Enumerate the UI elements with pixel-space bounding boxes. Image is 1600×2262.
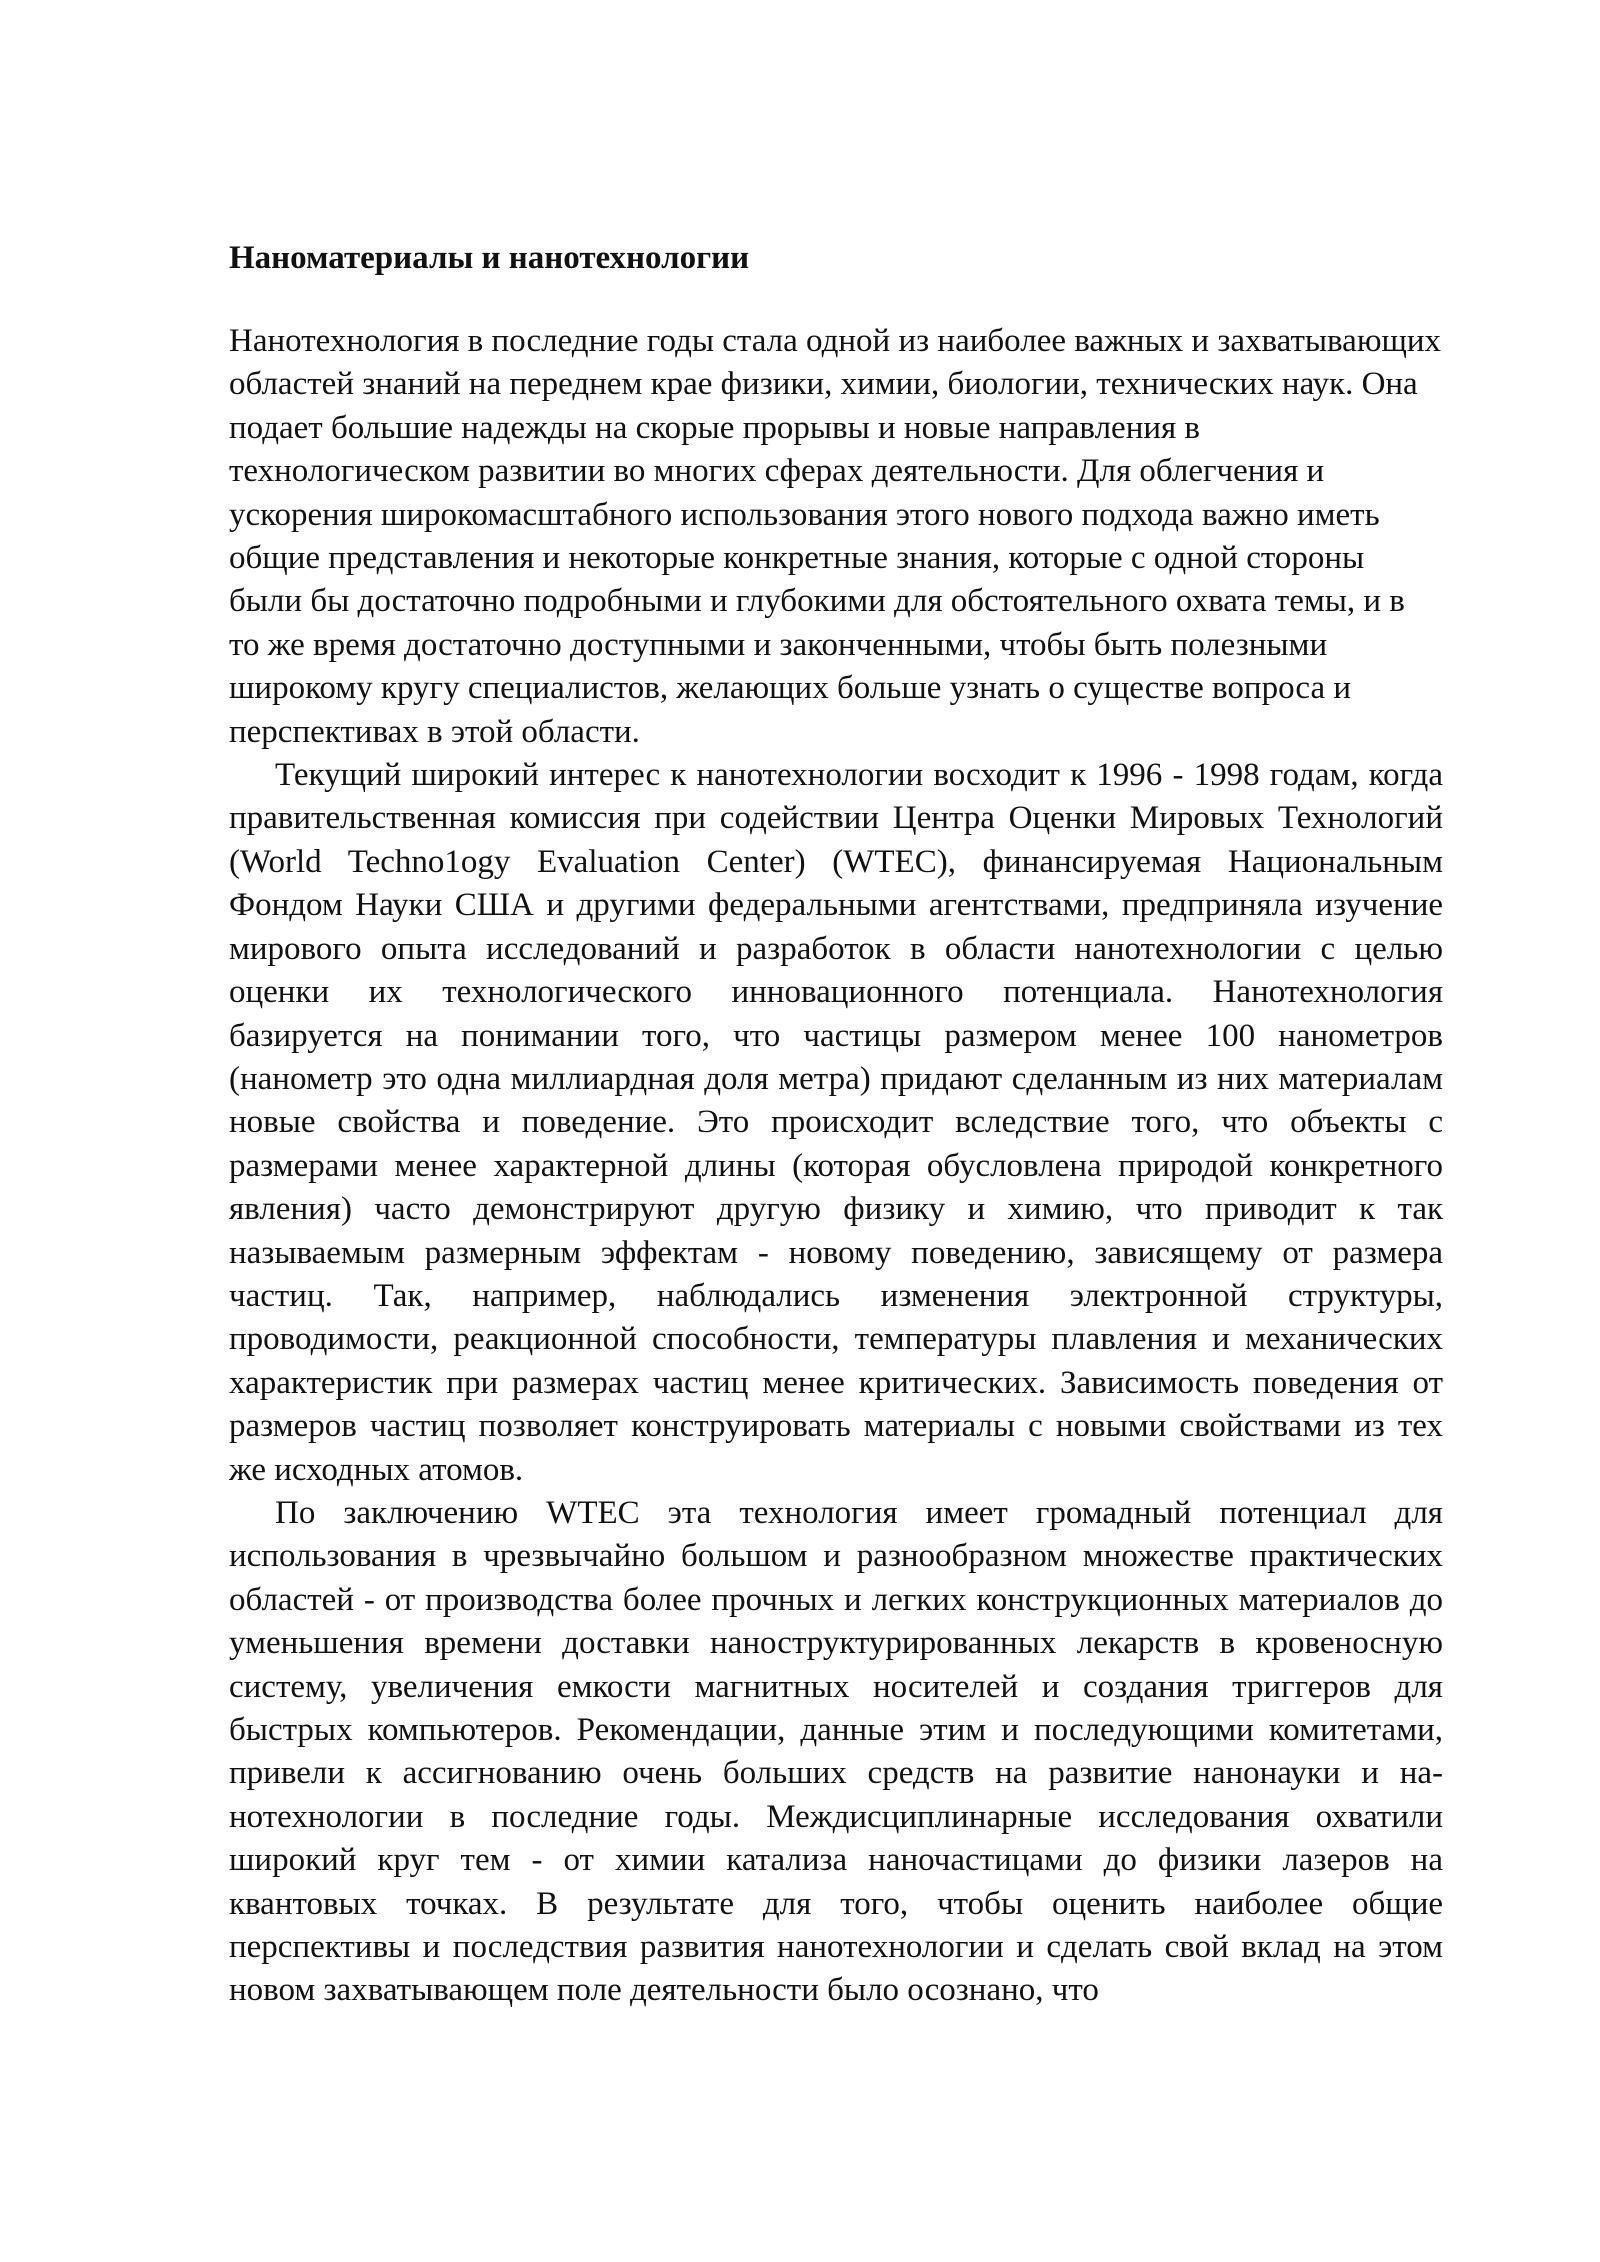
- paragraph-history: Текущий широкий интерес к нанотехнологии восходит к 1996 - 1998 годам, когда правительственная комиссия при содействии Центра Оценки Мировых Технологий (World Techno1ogy Evaluation Center) (WTEC), финансируемая Национальным Фондом Науки США и другими федеральными агентствами, предприняла изучение мирового опыта исследований и разработок в области нанотехнологии с целью оценки их технологического инновационного потенциала. Нанотехнология базируется на понимании того, что частицы размером менее 100 нанометров (нанометр это одна миллиардная доля метра) придают сделанным из них материалам новые свойства и поведение. Это происходит вследствие того, что объекты с размерами менее характерной длины (которая обусловлена природой конкретного явления) часто демонстрируют другую физику и химию, что приводит к так называемым размерным эффектам - новому поведению, зависящему от размера частиц. Так, например, наблюдались изменения электронной структуры, проводимости, реакционной способности, температуры плавления и механических характеристик при размерах частиц менее критических. Зависимость поведения от размеров частиц позволяет конструировать материалы с новыми свойствами из тех же исходных атомов.: [229, 757, 1443, 1488]
- paragraph-intro: Нанотехнология в последние годы стала одной из наиболее важных и захватывающих областей знаний на переднем крае физики, химии, биологии, технических наук. Она подает большие надежды на скорые прорывы и новые направления в технологическом развитии во многих сферах деятельности. Для облегчения и ускорения широкомасштабного использования этого нового подхода важно иметь общие представления и некоторые конкретные знания, которые с одной стороны были бы достаточно подробными и глубокими для обстоятельного охвата темы, и в то же время достаточно доступными и законченными, чтобы быть полезными широкому кругу специалистов, желающих больше узнать о существе вопроса и перспективах в этой области.: [229, 323, 1442, 750]
- document-title: Наноматериалы и нанотехнологии: [229, 240, 750, 276]
- paragraph-wtec-conclusion: По заключению WTEC эта технология имеет громадный потенциал для использования в чрезвычайно большом и разнообразном множестве практических областей - от производства более прочных и легких конструкционных материалов до уменьшения времени доставки наноструктурированных лекарств в кровеносную систему, увеличения емкости магнитных носителей и создания триггеров для быстрых компьютеров. Рекомендации, данные этим и последующими комитетами, привели к ассигнованию очень больших средств на развитие нанонауки и нанотехнологии в последние годы. Междисциплинарные исследования охватили широкий круг тем - от химии катализа наночастицами до физики лазеров на квантовых точках. В результате для того, чтобы оценить наиболее общие перспективы и последствия развития нанотехнологии и сделать свой вклад на этом новом захватывающем поле деятельности было осознано, что: [229, 1494, 1443, 2009]
- document-body: [229, 236, 1443, 2013]
